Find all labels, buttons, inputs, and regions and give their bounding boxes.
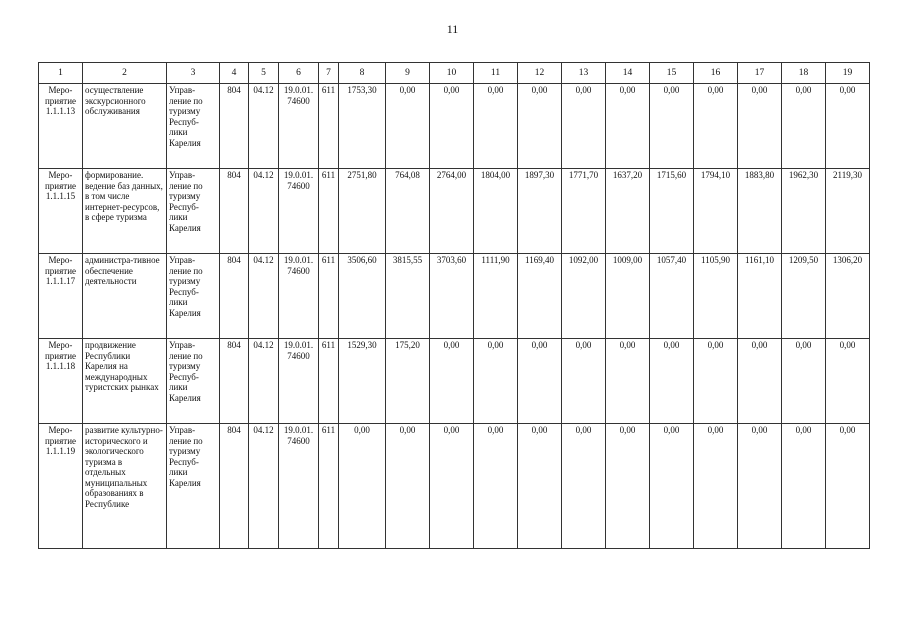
value-cell: 0,00 bbox=[826, 339, 870, 424]
measure-id-cell: Меро-приятие 1.1.1.13 bbox=[39, 84, 83, 169]
expense-type-cell: 611 bbox=[319, 254, 339, 339]
measure-id-cell: Меро-приятие 1.1.1.17 bbox=[39, 254, 83, 339]
table-row bbox=[39, 254, 870, 339]
target-article-cell: 19.0.01. 74600 bbox=[279, 84, 319, 169]
column-header: 3 bbox=[167, 63, 220, 84]
value-cell: 3703,60 bbox=[430, 254, 474, 339]
value-cell: 0,00 bbox=[518, 339, 562, 424]
budget-table bbox=[38, 62, 870, 549]
column-header: 6 bbox=[279, 63, 319, 84]
value-cell: 0,00 bbox=[738, 339, 782, 424]
value-cell: 0,00 bbox=[606, 339, 650, 424]
value-cell: 3815,55 bbox=[386, 254, 430, 339]
target-article-cell: 19.0.01. 74600 bbox=[279, 254, 319, 339]
expense-type-cell: 611 bbox=[319, 424, 339, 549]
table-row bbox=[39, 424, 870, 549]
value-cell: 1962,30 bbox=[782, 169, 826, 254]
measure-name-cell: администра-тивное обеспечение деятельности bbox=[83, 254, 167, 339]
measure-id-cell: Меро-приятие 1.1.1.15 bbox=[39, 169, 83, 254]
value-cell: 3506,60 bbox=[339, 254, 386, 339]
header-row bbox=[39, 63, 870, 84]
value-cell: 0,00 bbox=[562, 424, 606, 549]
value-cell: 1771,70 bbox=[562, 169, 606, 254]
value-cell: 0,00 bbox=[826, 424, 870, 549]
value-cell: 0,00 bbox=[826, 84, 870, 169]
value-cell: 0,00 bbox=[694, 339, 738, 424]
section-cell: 04.12 bbox=[249, 169, 279, 254]
column-header: 9 bbox=[386, 63, 430, 84]
table-row bbox=[39, 169, 870, 254]
column-header: 12 bbox=[518, 63, 562, 84]
table-row bbox=[39, 84, 870, 169]
value-cell: 0,00 bbox=[386, 424, 430, 549]
value-cell: 1794,10 bbox=[694, 169, 738, 254]
code-cell: 804 bbox=[220, 339, 249, 424]
measure-name-cell: осуществление экскурсионного обслуживания bbox=[83, 84, 167, 169]
column-header: 17 bbox=[738, 63, 782, 84]
column-header: 11 bbox=[474, 63, 518, 84]
value-cell: 1637,20 bbox=[606, 169, 650, 254]
value-cell: 0,00 bbox=[782, 339, 826, 424]
code-cell: 804 bbox=[220, 84, 249, 169]
section-cell: 04.12 bbox=[249, 84, 279, 169]
value-cell: 1883,80 bbox=[738, 169, 782, 254]
value-cell: 1529,30 bbox=[339, 339, 386, 424]
responsible-cell: Управ-ление по туризму Респуб-лики Карелия bbox=[167, 339, 220, 424]
value-cell: 175,20 bbox=[386, 339, 430, 424]
section-cell: 04.12 bbox=[249, 339, 279, 424]
responsible-cell: Управ-ление по туризму Респуб-лики Карелия bbox=[167, 254, 220, 339]
target-article-cell: 19.0.01. 74600 bbox=[279, 339, 319, 424]
value-cell: 1804,00 bbox=[474, 169, 518, 254]
column-header: 8 bbox=[339, 63, 386, 84]
value-cell: 0,00 bbox=[782, 84, 826, 169]
responsible-cell: Управ-ление по туризму Респуб-лики Карелия bbox=[167, 84, 220, 169]
column-header: 10 bbox=[430, 63, 474, 84]
target-article-cell: 19.0.01. 74600 bbox=[279, 424, 319, 549]
column-header: 16 bbox=[694, 63, 738, 84]
value-cell: 1009,00 bbox=[606, 254, 650, 339]
code-cell: 804 bbox=[220, 169, 249, 254]
value-cell: 1753,30 bbox=[339, 84, 386, 169]
column-header: 19 bbox=[826, 63, 870, 84]
column-header: 1 bbox=[39, 63, 83, 84]
measure-name-cell: формирование. ведение баз данных, в том числе интернет-ресурсов, в сфере туризма bbox=[83, 169, 167, 254]
value-cell: 1111,90 bbox=[474, 254, 518, 339]
value-cell: 1092,00 bbox=[562, 254, 606, 339]
value-cell: 0,00 bbox=[650, 84, 694, 169]
value-cell: 0,00 bbox=[782, 424, 826, 549]
column-header: 18 bbox=[782, 63, 826, 84]
value-cell: 0,00 bbox=[606, 84, 650, 169]
value-cell: 1161,10 bbox=[738, 254, 782, 339]
value-cell: 2764,00 bbox=[430, 169, 474, 254]
page-number: 11 bbox=[446, 22, 459, 36]
measure-id-cell: Меро-приятие 1.1.1.19 bbox=[39, 424, 83, 549]
value-cell: 0,00 bbox=[430, 84, 474, 169]
table-body bbox=[39, 84, 870, 549]
value-cell: 0,00 bbox=[474, 424, 518, 549]
value-cell: 0,00 bbox=[430, 339, 474, 424]
expense-type-cell: 611 bbox=[319, 169, 339, 254]
value-cell: 2751,80 bbox=[339, 169, 386, 254]
value-cell: 0,00 bbox=[562, 84, 606, 169]
value-cell: 1209,50 bbox=[782, 254, 826, 339]
value-cell: 0,00 bbox=[518, 84, 562, 169]
value-cell: 1306,20 bbox=[826, 254, 870, 339]
value-cell: 1715,60 bbox=[650, 169, 694, 254]
code-cell: 804 bbox=[220, 254, 249, 339]
value-cell: 1169,40 bbox=[518, 254, 562, 339]
value-cell: 0,00 bbox=[339, 424, 386, 549]
code-cell: 804 bbox=[220, 424, 249, 549]
table-row bbox=[39, 339, 870, 424]
value-cell: 0,00 bbox=[474, 84, 518, 169]
column-header: 13 bbox=[562, 63, 606, 84]
value-cell: 0,00 bbox=[738, 424, 782, 549]
value-cell: 0,00 bbox=[606, 424, 650, 549]
responsible-cell: Управ-ление по туризму Респуб-лики Карелия bbox=[167, 169, 220, 254]
responsible-cell: Управ-ление по туризму Респуб-лики Карелия bbox=[167, 424, 220, 549]
value-cell: 764,08 bbox=[386, 169, 430, 254]
column-header: 2 bbox=[83, 63, 167, 84]
value-cell: 1897,30 bbox=[518, 169, 562, 254]
section-cell: 04.12 bbox=[249, 424, 279, 549]
value-cell: 0,00 bbox=[650, 339, 694, 424]
column-header: 15 bbox=[650, 63, 694, 84]
value-cell: 0,00 bbox=[386, 84, 430, 169]
value-cell: 0,00 bbox=[474, 339, 518, 424]
value-cell: 1057,40 bbox=[650, 254, 694, 339]
value-cell: 0,00 bbox=[738, 84, 782, 169]
value-cell: 0,00 bbox=[650, 424, 694, 549]
expense-type-cell: 611 bbox=[319, 339, 339, 424]
column-header: 7 bbox=[319, 63, 339, 84]
column-header: 4 bbox=[220, 63, 249, 84]
value-cell: 0,00 bbox=[694, 424, 738, 549]
value-cell: 0,00 bbox=[694, 84, 738, 169]
value-cell: 0,00 bbox=[562, 339, 606, 424]
measure-name-cell: продвижение Республики Карелия на международных туристских рынках bbox=[83, 339, 167, 424]
measure-name-cell: развитие культурно-исторического и экологического туризма в отдельных муниципальных образованиях в Республике bbox=[83, 424, 167, 549]
value-cell: 1105,90 bbox=[694, 254, 738, 339]
value-cell: 0,00 bbox=[430, 424, 474, 549]
expense-type-cell: 611 bbox=[319, 84, 339, 169]
value-cell: 2119,30 bbox=[826, 169, 870, 254]
target-article-cell: 19.0.01. 74600 bbox=[279, 169, 319, 254]
section-cell: 04.12 bbox=[249, 254, 279, 339]
value-cell: 0,00 bbox=[518, 424, 562, 549]
column-header: 14 bbox=[606, 63, 650, 84]
column-header: 5 bbox=[249, 63, 279, 84]
measure-id-cell: Меро-приятие 1.1.1.18 bbox=[39, 339, 83, 424]
